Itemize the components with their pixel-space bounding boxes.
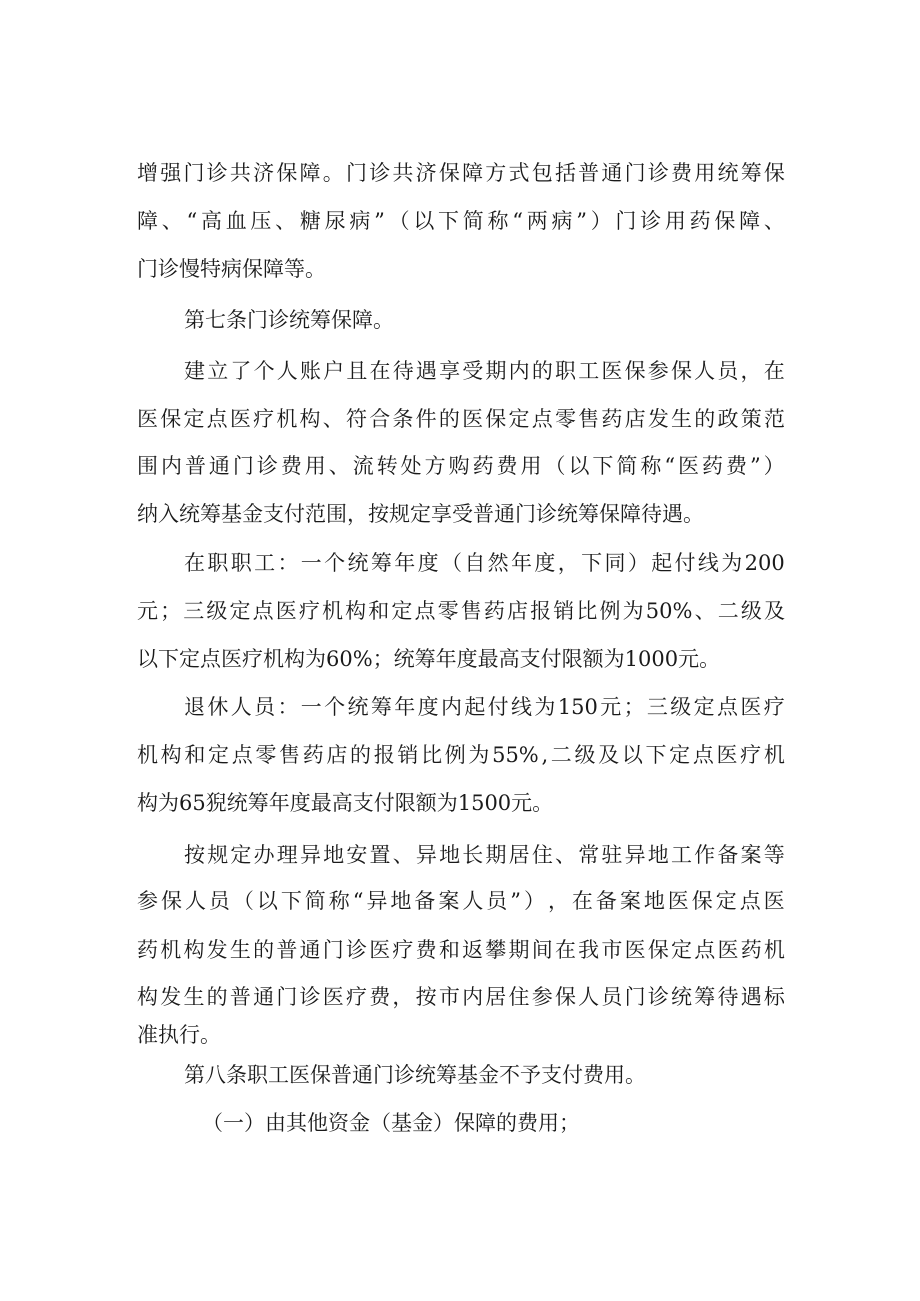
paragraph-line: 医 保 定 点 医 疗 机 构 、 符 合 条 件 的 医 保 定 点 零 售 药 店 发 生 的 政 策 范	[137, 407, 785, 431]
paragraph-line: 构 发 生 的 普 通 门 诊 医 疗 费 ， 按 市 内 居 住 参 保 人 员 门 诊 统 筹 待 遇 标	[137, 985, 785, 1009]
paragraph-line: 围 内 普 通 门 诊 费 用 、 流 转 处 方 购 药 费 用 （ 以 下 简 称 “ 医 药 费 ” ）	[137, 454, 785, 478]
paragraph-line: 准执行。	[137, 1023, 221, 1047]
article-heading: 第七条门诊统筹保障。	[184, 308, 394, 332]
paragraph-line: 构为65猊统筹年度最高支付限额为1500元。	[137, 791, 554, 815]
paragraph-line: 药 机 构 发 生 的 普 通 门 诊 医 疗 费 和 返 攀 期 间 在 我 市 医 保 定 点 医 药 机	[137, 938, 785, 962]
paragraph-line: 参 保 人 员 （ 以 下 简 称 “ 异 地 备 案 人 员 ” ） ， 在 备 案 地 医 保 定 点 医	[137, 889, 785, 913]
list-item: （一）由其他资金（基金）保障的费用；	[202, 1111, 580, 1135]
article-heading: 第八条职工医保普通门诊统筹基金不予支付费用。	[184, 1063, 646, 1087]
paragraph-line: 以下定点医疗机构为60%；统筹年度最高支付限额为1000元。	[137, 647, 721, 671]
paragraph-line: 建 立 了 个 人 账 户 且 在 待 遇 享 受 期 内 的 职 工 医 保 参 保 人 员 ， 在	[184, 359, 785, 383]
paragraph-line: 增 强 门 诊 共 济 保 障 。 门 诊 共 济 保 障 方 式 包 括 普 通 门 诊 费 用 统 筹 保	[137, 161, 785, 185]
paragraph-line: 机 构 和 定 点 零 售 药 店 的 报 销 比 例 为 55% , 二 级 及 以 下 定 点 医 疗 机	[137, 743, 785, 767]
paragraph-line: 障 、 “ 高 血 压 、 糖 尿 病 ” （ 以 下 简 称 “ 两 病 ” ） 门 诊 用 药 保 障 、	[137, 209, 785, 233]
paragraph-line: 纳入统筹基金支付范围，按规定享受普通门诊统筹保障待遇。	[137, 502, 704, 526]
paragraph-line: 在 职 职 工 ： 一 个 统 筹 年 度 （ 自 然 年 度 ， 下 同 ） 起 付 线 为 200	[184, 551, 785, 575]
paragraph-line: 门诊慢特病保障等。	[137, 257, 326, 281]
paragraph-line: 退 休 人 员 ： 一 个 统 筹 年 度 内 起 付 线 为 150 元 ； 三 级 定 点 医 疗	[184, 695, 785, 719]
paragraph-line: 按 规 定 办 理 异 地 安 置 、 异 地 长 期 居 住 、 常 驻 异 地 工 作 备 案 等	[184, 843, 785, 867]
paragraph-line: 元 ； 三 级 定 点 医 疗 机 构 和 定 点 零 售 药 店 报 销 比 例 为 50% 、 二 级 及	[137, 599, 785, 623]
